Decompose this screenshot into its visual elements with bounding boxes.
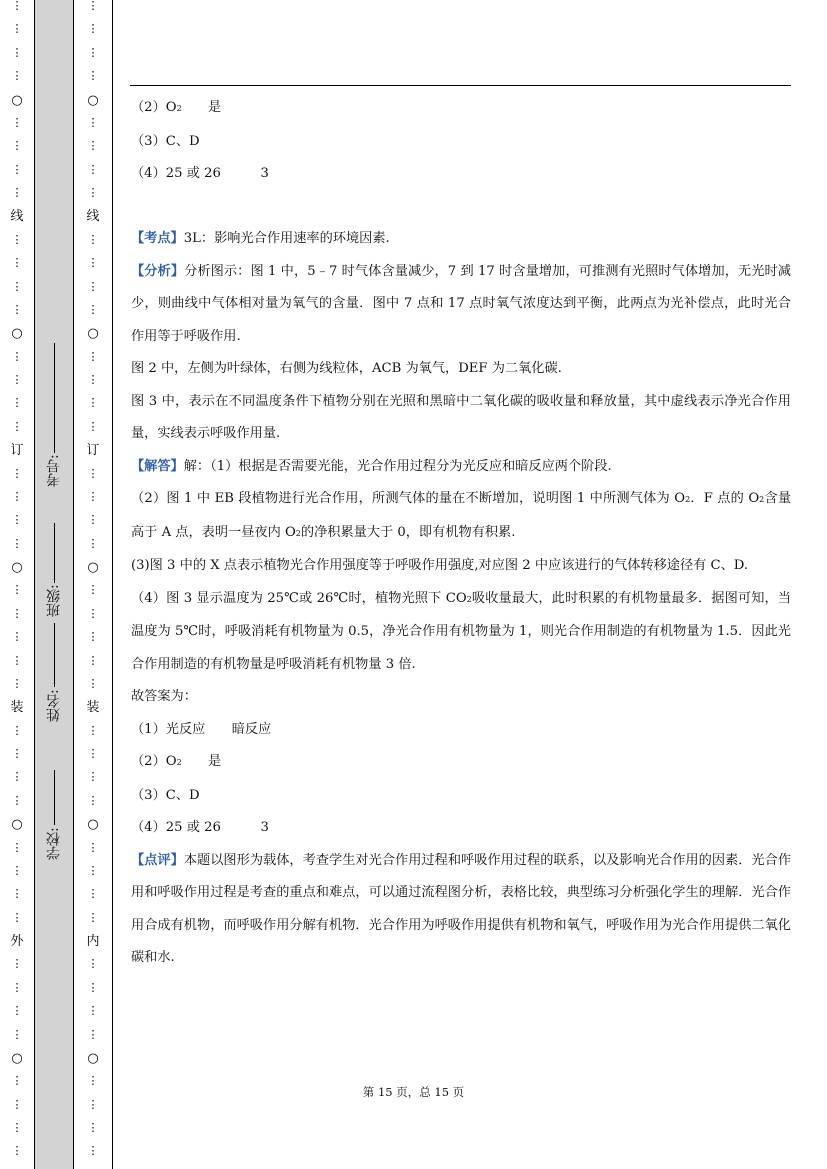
seal-ring: ○ (11, 92, 23, 108)
seal-dots: ⋮ (11, 793, 23, 807)
class-label: 班级: (46, 584, 62, 618)
seal-dots: ⋮ (87, 396, 99, 410)
dianping-tag: 【点评】 (131, 852, 184, 868)
seal-dots: ⋮ (11, 489, 23, 503)
figure-3-note: 图 3 中，表示在不同温度条件下植物分别在光照和黑暗中二氧化碳的吸收量和释放量，其中虚线表示净光合作用量，实线表示呼吸作用量. (131, 393, 791, 441)
number-label: 考号: (46, 454, 62, 488)
seal-dots: ⋮ (87, 1074, 99, 1088)
figure-2-note: 图 2 中，左侧为叶绿体，右侧为线粒体，ACB 为氧气，DEF 为二氧化碳. (131, 361, 562, 376)
seal-ring: ○ (11, 1050, 23, 1066)
fenxi-section: 【分析】分析图示：图 1 中，5﹣7 时气体含量减少，7 到 17 时含量增加，可推测有光照时气体增加，无光时减少，则曲线中气体相对量为氧气的含量．图中 7 点和 17 点时氧气浓度达到平衡，此两点为光补偿点，此时光合作用等于呼吸作用. (131, 263, 791, 344)
seal-dots: ⋮ (11, 349, 23, 363)
seal-dots: ⋮ (87, 22, 99, 36)
seal-dots: ⋮ (11, 419, 23, 433)
seal-dots: ⋮ (87, 162, 99, 176)
outer-seal-line (2, 0, 32, 1169)
inner-seal-line (78, 0, 108, 1169)
seal-dots: ⋮ (11, 887, 23, 901)
seal-dots: ⋮ (11, 583, 23, 597)
seal-dots: ⋮ (11, 45, 23, 59)
seal-glyph: 线 (10, 209, 24, 225)
seal-dots: ⋮ (11, 232, 23, 246)
name-field (36, 620, 72, 725)
seal-dots: ⋮ (11, 0, 23, 12)
seal-dots: ⋮ (87, 793, 99, 807)
seal-dots: ⋮ (11, 279, 23, 293)
seal-dots: ⋮ (11, 256, 23, 270)
seal-dots: ⋮ (11, 676, 23, 690)
seal-dots: ⋮ (11, 1097, 23, 1111)
seal-dots: ⋮ (87, 630, 99, 644)
seal-dots: ⋮ (87, 115, 99, 129)
school-blank-line (53, 770, 55, 825)
number-field (36, 340, 72, 490)
school-field (36, 770, 72, 860)
header-rule (130, 85, 791, 86)
seal-dots: ⋮ (87, 1097, 99, 1111)
seal-dots: ⋮ (11, 723, 23, 737)
seal-dots: ⋮ (87, 302, 99, 316)
seal-dots: ⋮ (11, 466, 23, 480)
class-field (36, 520, 72, 620)
seal-dots: ⋮ (11, 69, 23, 83)
seal-dots: ⋮ (87, 536, 99, 550)
seal-dots: ⋮ (87, 910, 99, 924)
seal-glyph: 装 (86, 700, 100, 716)
seal-dots: ⋮ (87, 957, 99, 971)
name-label: 姓名: (46, 689, 62, 722)
seal-dots: ⋮ (11, 606, 23, 620)
fenxi-tag: 【分析】 (131, 263, 185, 279)
seal-dots: ⋮ (87, 980, 99, 994)
seal-glyph: 外 (10, 934, 24, 949)
seal-dots: ⋮ (11, 863, 23, 877)
seal-dots: ⋮ (87, 419, 99, 433)
seal-glyph: 内 (86, 934, 100, 949)
seal-dots: ⋮ (87, 373, 99, 386)
name-blank-line (53, 623, 55, 687)
seal-dots: ⋮ (11, 910, 23, 924)
seal-dots: ⋮ (11, 980, 23, 994)
seal-ring: ○ (11, 817, 23, 833)
seal-dots: ⋮ (87, 45, 99, 59)
seal-dots: ⋮ (11, 653, 23, 667)
answer-intro: 故答案为： (131, 689, 197, 704)
seal-dots: ⋮ (11, 162, 23, 176)
seal-dots: ⋮ (11, 115, 23, 129)
answer-4: （4）25 或 26 3 (131, 820, 269, 835)
seal-glyph: 订 (86, 443, 100, 459)
jieda-part-3: (3)图 3 中的 X 点表示植物光合作用强度等于呼吸作用强度,对应图 2 中应该进行的气体转移途径有 C、D. (131, 558, 749, 573)
seal-dots: ⋮ (11, 1144, 23, 1158)
answer-2: （2）O2 是 (131, 754, 222, 769)
seal-dots: ⋮ (11, 22, 23, 36)
seal-dots: ⋮ (87, 606, 99, 620)
seal-ring: ○ (87, 92, 99, 108)
seal-glyph: 装 (10, 700, 24, 716)
seal-ring: ○ (87, 1050, 99, 1066)
answer-3-top: （3）C、D (131, 133, 200, 149)
seal-dots: ⋮ (11, 513, 23, 527)
seal-dots: ⋮ (11, 840, 23, 854)
jieda-part-2: （2）图 1 中 EB 段植物进行光合作用，所测气体的量在不断增加，说明图 1 中所测气体为 O2．F 点的 O2含量高于 A 点，表明一昼夜内 O2的净积累量大于 0，即有机物有积累. (131, 491, 792, 540)
jieda-part-4: （4）图 3 显示温度为 25℃或 26℃时，植物光照下 CO2吸收量最大，此时积累的有机物量最多．据图可知，当温度为 5℃时，呼吸消耗有机物量为 0.5，净光合作用有机物量为 1，则光合作用制造的有机物量为 1.5．因此光合作用制造的有机物量是呼吸消耗有机物量 3 倍. (131, 590, 791, 672)
seal-ring: ○ (11, 560, 23, 575)
seal-glyph: 订 (10, 443, 24, 459)
seal-dots: ⋮ (11, 957, 23, 971)
seal-dots: ⋮ (87, 770, 99, 784)
seal-dots: ⋮ (87, 513, 99, 527)
seal-dots: ⋮ (87, 69, 99, 83)
seal-dots: ⋮ (11, 302, 23, 316)
seal-dots: ⋮ (87, 0, 99, 12)
seal-dots: ⋮ (87, 840, 99, 854)
jieda-section: 【解答】解：（1）根据是否需要光能，光合作用过程分为光反应和暗反应两个阶段. (131, 458, 612, 474)
kaodian-tag: 【考点】 (131, 231, 184, 246)
seal-dots: ⋮ (87, 489, 99, 503)
answer-1: （1）光反应 暗反应 (131, 721, 272, 737)
seal-glyph: 线 (86, 209, 100, 225)
seal-dots: ⋮ (87, 887, 99, 901)
seal-dots: ⋮ (87, 466, 99, 480)
page-footer: 第 15 页，总 15 页 (362, 1085, 465, 1099)
seal-dots: ⋮ (87, 279, 99, 293)
seal-dots: ⋮ (87, 1004, 99, 1018)
seal-ring: ○ (87, 326, 99, 342)
kaodian-section: 【考点】3L：影响光合作用速率的环境因素. (131, 231, 390, 246)
seal-dots: ⋮ (87, 1027, 99, 1041)
answer-2-top: （2）O2 是 (131, 100, 222, 115)
answer-content (131, 92, 791, 975)
seal-dots: ⋮ (87, 583, 99, 597)
seal-dots: ⋮ (11, 396, 23, 410)
seal-dots: ⋮ (11, 770, 23, 784)
seal-dots: ⋮ (87, 1121, 99, 1134)
seal-dots: ⋮ (11, 1074, 23, 1088)
seal-dots: ⋮ (11, 1004, 23, 1018)
seal-dots: ⋮ (87, 139, 99, 153)
seal-ring: ○ (87, 560, 99, 575)
school-label: 学校: (46, 827, 62, 860)
seal-dots: ⋮ (87, 349, 99, 363)
seal-dots: ⋮ (11, 1027, 23, 1041)
seal-dots: ⋮ (87, 256, 99, 270)
number-blank-line (53, 343, 55, 453)
student-info-fields (36, 0, 72, 1169)
class-blank-line (53, 523, 55, 583)
seal-dots: ⋮ (87, 676, 99, 690)
answer-4-top: （4）25 或 26 3 (131, 166, 269, 181)
seal-dots: ⋮ (11, 1121, 23, 1134)
jieda-tag: 【解答】 (131, 458, 184, 474)
seal-dots: ⋮ (87, 1144, 99, 1158)
seal-dots: ⋮ (87, 653, 99, 667)
seal-dots: ⋮ (11, 630, 23, 644)
seal-dots: ⋮ (87, 186, 99, 199)
dianping-section: 【点评】本题以图形为载体，考查学生对光合作用过程和呼吸作用过程的联系，以及影响光合作用的因素．光合作用和呼吸作用过程是考查的重点和难点，可以通过流程图分析，表格比较，典型练习分析强化学生的理解．光合作用合成有机物，而呼吸作用分解有机物．光合作用为呼吸作用提供有机物和氧气，呼吸作用为光合作用提供二氧化碳和水. (131, 852, 792, 965)
seal-dots: ⋮ (87, 863, 99, 877)
seal-dots: ⋮ (87, 232, 99, 246)
seal-ring: ○ (11, 326, 23, 342)
seal-dots: ⋮ (11, 373, 23, 386)
seal-dots: ⋮ (87, 747, 99, 760)
seal-dots: ⋮ (11, 536, 23, 550)
seal-ring: ○ (87, 817, 99, 833)
seal-dots: ⋮ (11, 747, 23, 760)
seal-dots: ⋮ (87, 723, 99, 737)
seal-dots: ⋮ (11, 186, 23, 199)
seal-dots: ⋮ (11, 139, 23, 153)
answer-3: （3）C、D (131, 787, 200, 803)
